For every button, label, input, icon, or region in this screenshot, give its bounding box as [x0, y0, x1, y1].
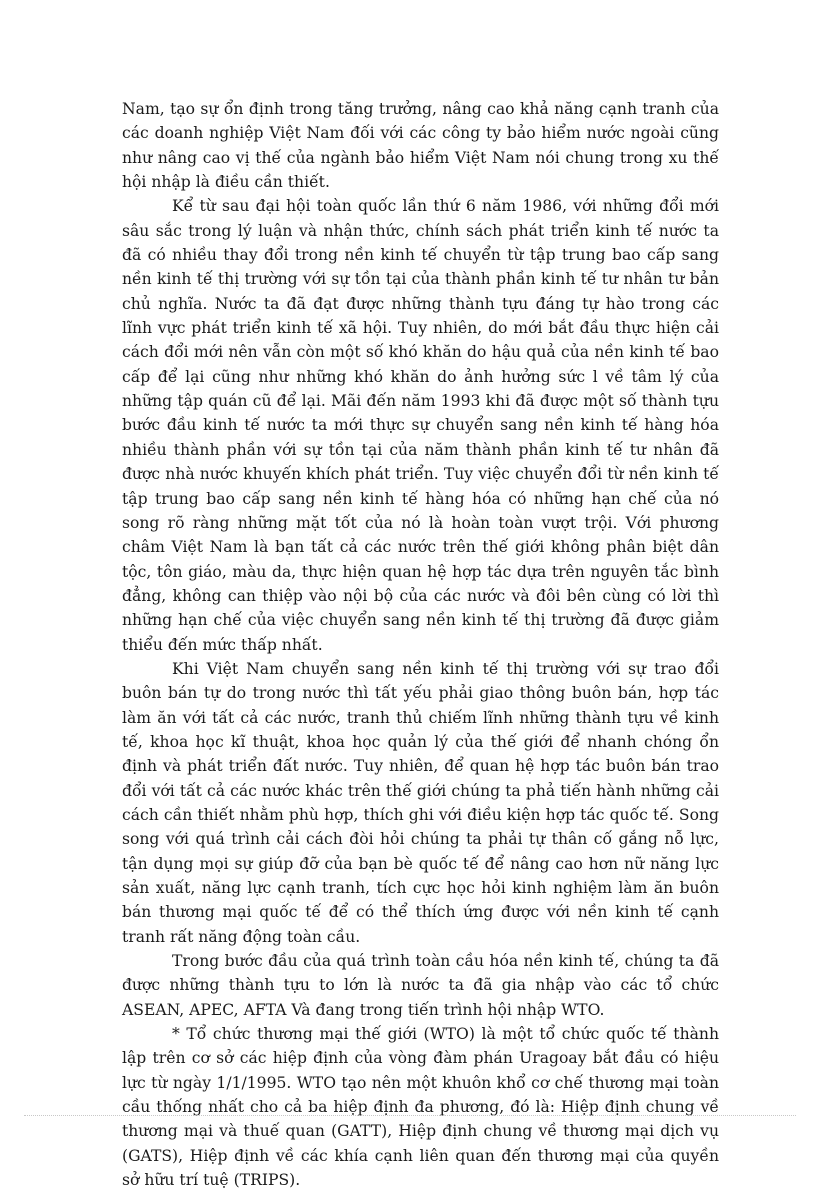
paragraph-1: Nam, tạo sự ổn định trong tăng trưởng, nâng cao khả năng cạnh tranh của các doanh nghiệp Việt Nam đối với các công ty bảo hiểm nước ngoài cũng như nâng cao vị thế của ngành bảo hiểm Việt Nam nói chung trong xu thế hội nhập là điều cần thiết. — [122, 100, 719, 192]
paragraph-3: Khi Việt Nam chuyển sang nền kinh tế thị trường với sự trao đổi buôn bán tự do trong nước thì tất yếu phải giao thông buôn bán, hợp tác làm ăn với tất cả các nước, tranh thủ chiếm lĩnh những thành tựu về kinh tế, khoa học kĩ thuật, khoa học quản lý của thế giới để nhanh chóng ổn định và phát triển đất nước. Tuy nhiên, để quan hệ hợp tác buôn bán trao đổi với tất cả các nước khác trên thế giới chúng ta phả tiến hành những cải cách cần thiết nhằm phù hợp, thích ghi với điều kiện hợp tác quốc tế. Song song với quá trình cải cách đòi hỏi chúng ta phải tự thân cố gắng nỗ lực, tận dụng mọi sự giúp đỡ của bạn bè quốc tế để nâng cao hơn nữ năng lực sản xuất, năng lực cạnh tranh, tích cực học hỏi kinh nghiệm làm ăn buôn bán thương mại quốc tế để có thể thích ứng được với nền kinh tế cạnh tranh rất năng động toàn cầu. — [122, 659, 719, 946]
paragraph-2: Kể từ sau đại hội toàn quốc lần thứ 6 năm 1986, với những đổi mới sâu sắc trong lý luận và nhận thức, chính sách phát triển kinh tế nước ta đã có nhiều thay đổi trong nền kinh tế chuyển từ tập trung bao cấp sang nền kinh tế thị trường với sự tồn tại của thành phần kinh tế tư nhân tư bản chủ nghĩa. Nước ta đã đạt được những thành tựu đáng tự hào trong các lĩnh vực phát triển kinh tế xã hội. Tuy nhiên, do mới bắt đầu thực hiện cải cách đổi mới nên vẫn còn một số khó khăn do hậu quả của nền kinh tế bao cấp để lại cũng như những khó khăn do ảnh hưởng sức l về tâm lý của những tập quán cũ để lại. Mãi đến năm 1993 khi đã được một số thành tựu bước đầu kinh tế nước ta mới thực sự chuyển sang nền kinh tế hàng hóa nhiều thành phần với sự tồn tại của năm thành phần kinh tế tư nhân đã được nhà nước khuyến khích phát triển. Tuy việc chuyển đổi từ nền kinh tế tập trung bao cấp sang nền kinh tế hàng hóa có những hạn chế của nó song rõ ràng những mặt tốt của nó là hoàn toàn vượt trội. Với phương châm Việt Nam là bạn tất cả các nước trên thế giới không phân biệt dân tộc, tôn giáo, màu da, thực hiện quan hệ hợp tác dựa trên nguyên tắc bình đẳng, không can thiệp vào nội bộ của các nước và đôi bên cùng có lời thì những hạn chế của việc chuyển sang nền kinh tế thị trường đã được giảm thiểu đến mức thấp nhất. — [122, 197, 719, 654]
paragraph-4: Trong bước đầu của quá trình toàn cầu hóa nền kinh tế, chúng ta đã được những thành tựu to lớn là nước ta đã gia nhập vào các tổ chức ASEAN, APEC, AFTA Và đang trong tiến trình hội nhập WTO. — [122, 952, 719, 1019]
page-bottom-divider — [24, 1115, 796, 1116]
paragraph-5: * Tổ chức thương mại thế giới (WTO) là một tổ chức quốc tế thành lập trên cơ sở các hiệp định của vòng đàm phán Uragoay bắt đầu có hiệu lực từ ngày 1/1/1995. WTO tạo nên một khuôn khổ cơ chế thương mại toàn cầu thống nhất cho cả ba hiệp định đa phương, đó là: Hiệp định chung về thương mại và thuế quan (GATT), Hiệp định chung về thương mại dịch vụ (GATS), Hiệp định về các khía cạnh liên quan đến thương mại của quyền sở hữu trí tuệ (TRIPS). — [122, 1025, 719, 1190]
document-body — [122, 97, 719, 1192]
